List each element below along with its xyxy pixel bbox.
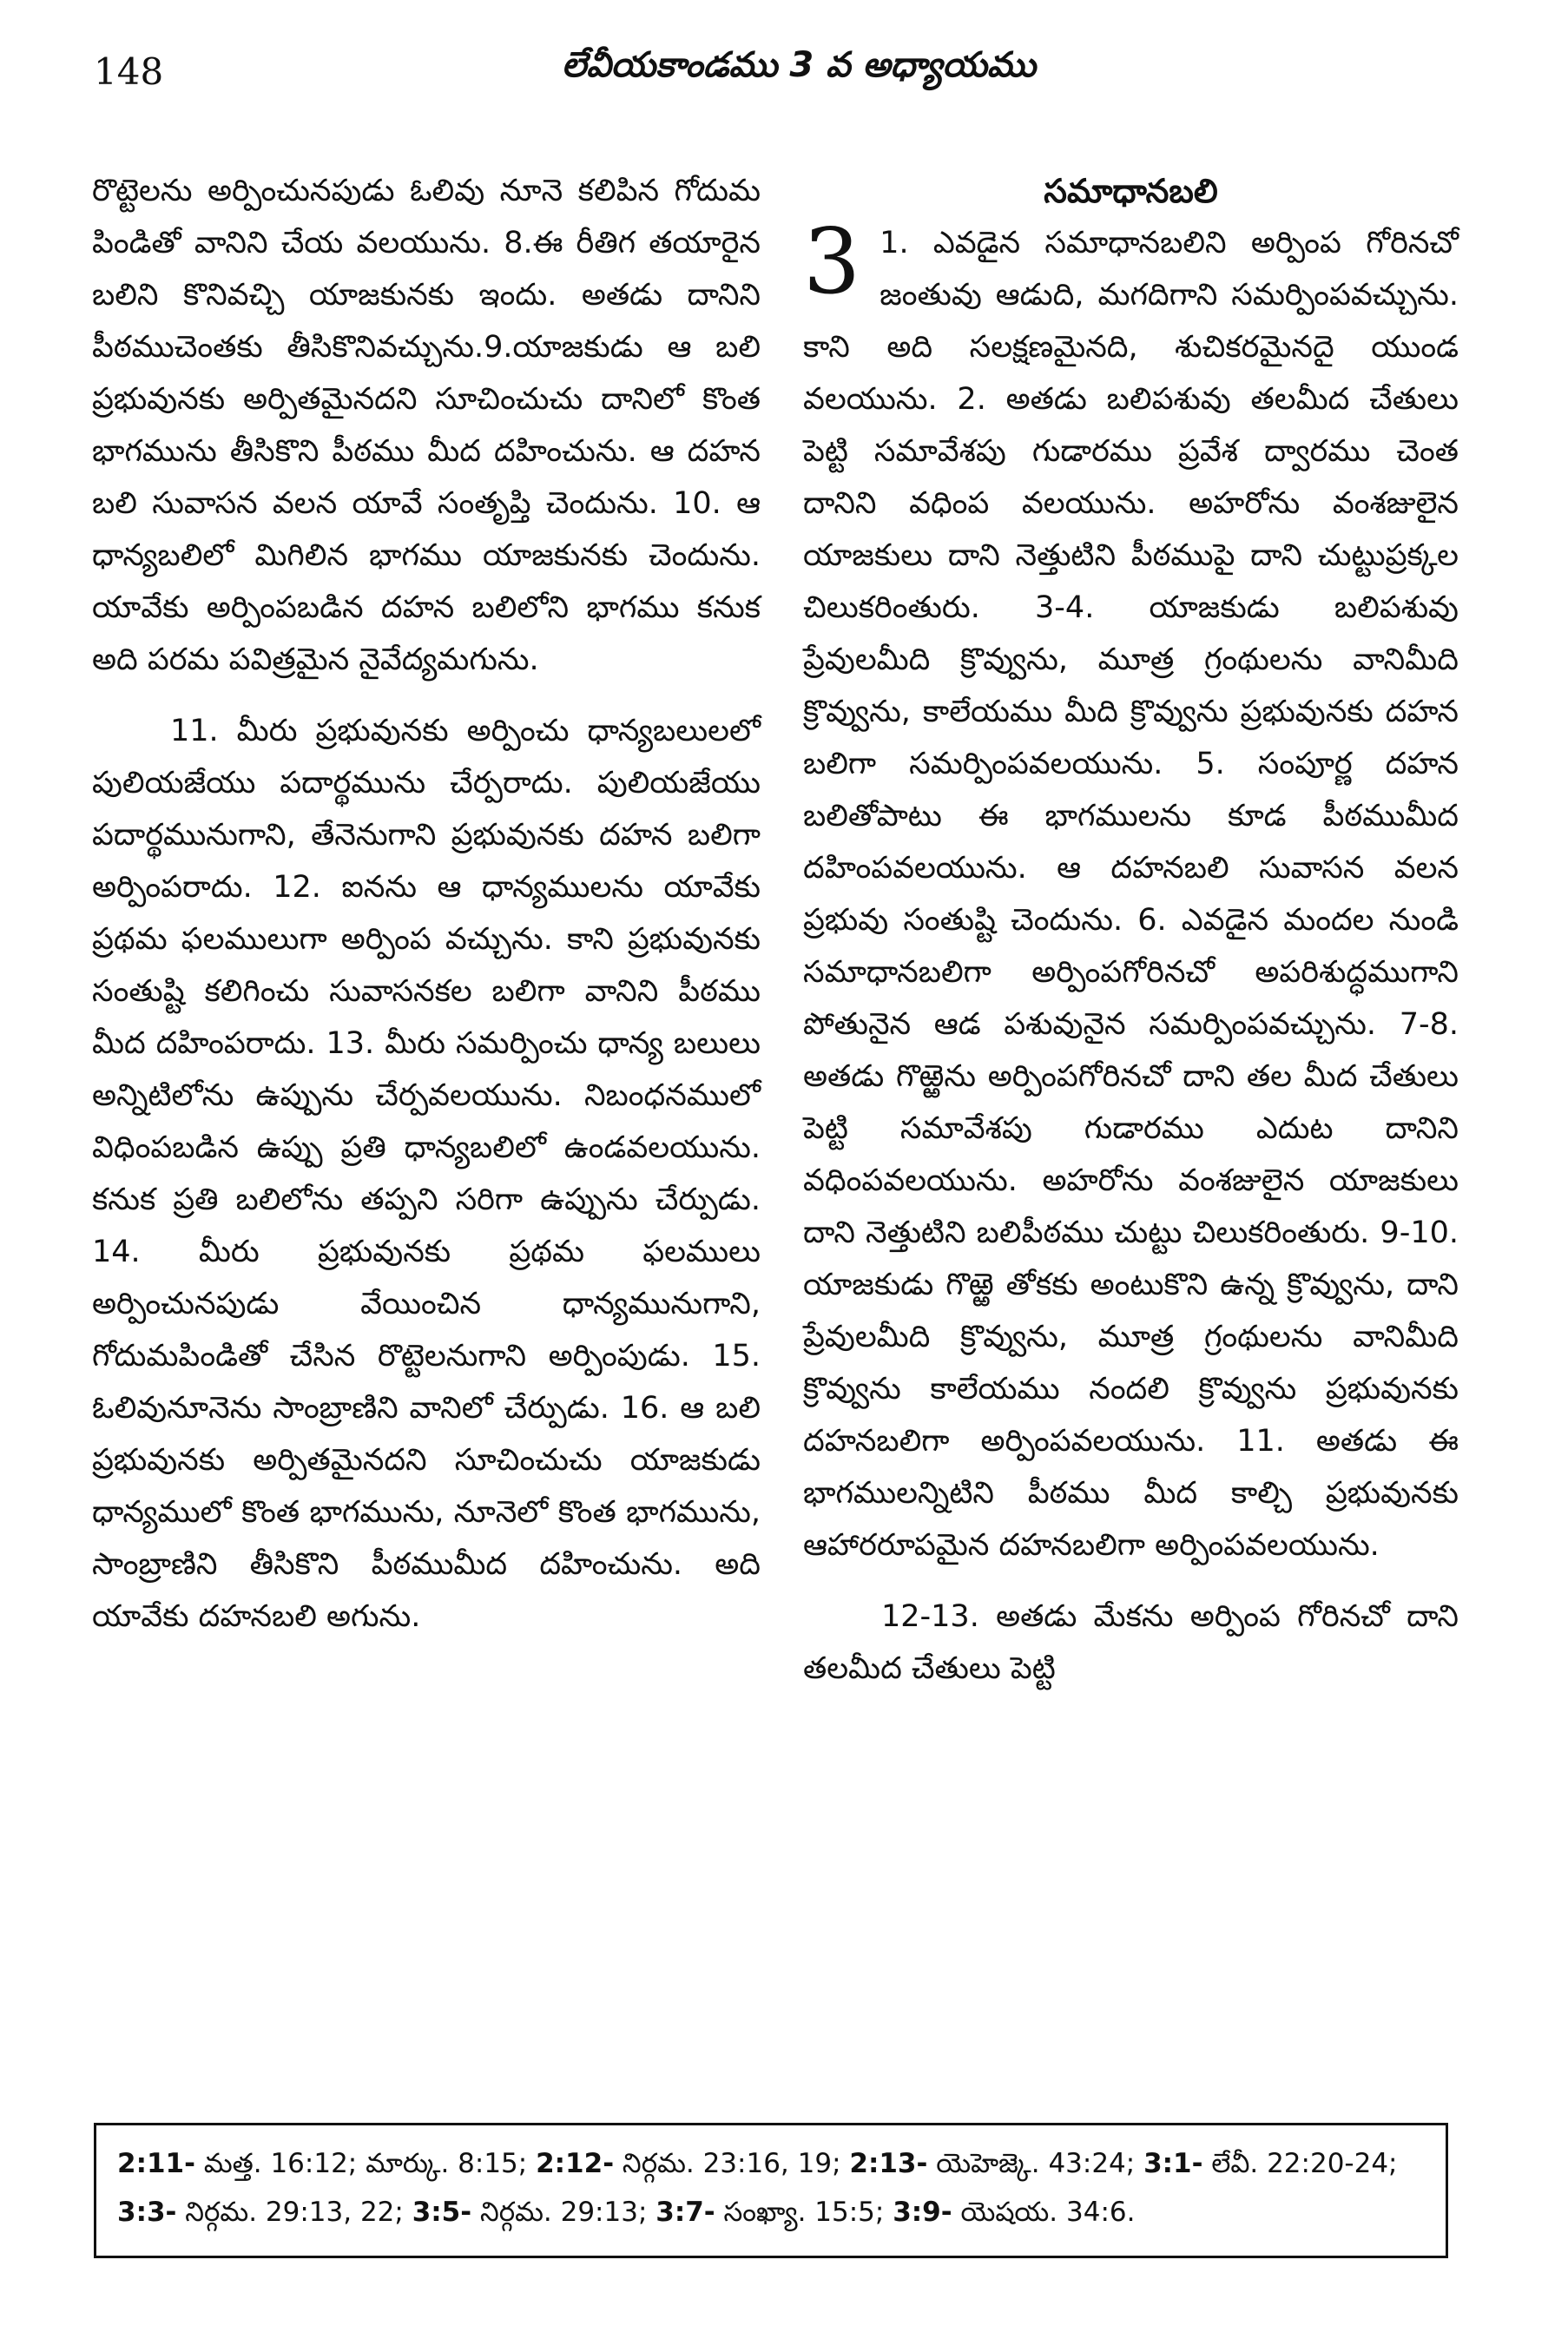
reference-text: నిర్గమ. 29:13; (471, 2197, 656, 2228)
section-heading: సమాధానబలి (1044, 172, 1218, 210)
cross-reference (1143, 2148, 1397, 2179)
page-number: 148 (94, 50, 164, 93)
reference-label: 3:1- (1143, 2148, 1203, 2179)
left-column (92, 165, 761, 1643)
reference-text: నిర్గమ. 23:16, 19; (614, 2148, 850, 2179)
reference-label: 3:5- (412, 2197, 472, 2228)
cross-reference (849, 2148, 1143, 2179)
body-paragraph: రొట్టెలను అర్పించునపుడు ఓలివు నూనె కలిపిన గోదుమ పిండితో వానిని చేయ వలయును. 8.ఈ రీతిగ తయారైన బలిని కొనివచ్చి యాజకునకు ఇందు. అతడు దానిని పీఠముచెంతకు తీసికొనివచ్చును.9.యాజకుడు ఆ బలి ప్రభువునకు అర్పితమైనదని సూచించుచు దానిలో కొంత భాగమును తీసికొని పీఠము మీద దహించును. ఆ దహన బలి సువాసన వలన యావే సంతృప్తి చెందును. 10. ఆ ధాన్యబలిలో మిగిలిన భాగము యాజకునకు చెందును. యావేకు అర్పింపబడిన దహన బలిలోని భాగము కనుక అది పరమ పవిత్రమైన నైవేద్యమగును. (92, 174, 761, 677)
chapter-number: 3 (803, 208, 861, 314)
cross-reference (536, 2148, 849, 2179)
reference-text: యెహెజ్కె. 43:24; (927, 2148, 1144, 2179)
reference-label: 2:11- (117, 2148, 195, 2179)
reference-text: లేవీ. 22:20-24; (1202, 2148, 1398, 2179)
running-title: లేవీయకాండము 3 వ అధ్యాయము (561, 45, 1037, 85)
reference-text: యెషయ. 34:6. (952, 2197, 1136, 2228)
reference-label: 3:7- (656, 2197, 715, 2228)
cross-reference (117, 2148, 536, 2179)
body-paragraph: 11. మీరు ప్రభువునకు అర్పించు ధాన్యబలులలో పులియజేయు పదార్థమును చేర్పరాదు. పులియజేయు పదార్థమునుగాని, తేనెనుగాని ప్రభువునకు దహన బలిగా అర్పింపరాదు. 12. ఐనను ఆ ధాన్యములను యావేకు ప్రథమ ఫలములుగా అర్పింప వచ్చును. కాని ప్రభువునకు సంతుష్టి కలిగించు సువాసనకల బలిగా వానిని పీఠము మీద దహింపరాదు. 13. మీరు సమర్పించు ధాన్య బలులు అన్నిటిలోను ఉప్పును చేర్పవలయును. నిబంధనములో విధింపబడిన ఉప్పు ప్రతి ధాన్యబలిలో ఉండవలయును. కనుక ప్రతి బలిలోను తప్పని సరిగా ఉప్పును చేర్పుడు. 14. మీరు ప్రభువునకు ప్రథమ ఫలములు అర్పించునపుడు వేయించిన ధాన్యమునుగాని, గోదుమపిండితో చేసిన రొట్టెలనుగాని అర్పింపుడు. 15. ఓలివునూనెను సాంబ్రాణిని వానిలో చేర్పుడు. 16. ఆ బలి ప్రభువునకు అర్పితమైనదని సూచించుచు యాజకుడు ధాన్యములో కొంత భాగమును, నూనెలో కొంత భాగమును, సాంబ్రాణిని తీసికొని పీఠముమీద దహించును. అది యావేకు దహనబలి అగును. (92, 714, 761, 1634)
cross-reference (117, 2197, 412, 2228)
reference-text: సంఖ్యా. 15:5; (715, 2197, 893, 2228)
reference-text: నిర్గమ. 29:13, 22; (176, 2197, 412, 2228)
body-paragraph: 12-13. అతడు మేకను అర్పింప గోరినచో దాని తలమీద చేతులు పెట్టి (803, 1599, 1459, 1686)
reference-label: 3:9- (893, 2197, 952, 2228)
cross-reference (656, 2197, 893, 2228)
reference-label: 3:3- (117, 2197, 177, 2228)
cross-reference (412, 2197, 656, 2228)
reference-text: మత్త. 16:12; మార్కు. 8:15; (194, 2148, 537, 2179)
cross-reference-box (94, 2123, 1448, 2258)
right-column (803, 165, 1459, 1695)
cross-reference (893, 2197, 1135, 2228)
reference-label: 2:12- (536, 2148, 615, 2179)
reference-label: 2:13- (849, 2148, 928, 2179)
body-paragraph: 1. ఎవడైన సమాధానబలిని అర్పింప గోరినచో జంతువు ఆడుది, మగదిగాని సమర్పింపవచ్చును. కాని అది సలక్షణమైనది, శుచికరమైనదై యుండ వలయును. 2. అతడు బలిపశువు తలమీద చేతులు పెట్టి సమావేశపు గుడారము ప్రవేశ ద్వారము చెంత దానిని వధింప వలయును. అహరోను వంశజులైన యాజకులు దాని నెత్తుటిని పీఠముపై దాని చుట్టుప్రక్కల చిలుకరింతురు. 3-4. యాజకుడు బలిపశువు ప్రేవులమీది క్రొవ్వును, మూత్ర గ్రంథులను వానిమీది క్రొవ్వును, కాలేయము మీది క్రొవ్వును ప్రభువునకు దహన బలిగా సమర్పింపవలయును. 5. సంపూర్ణ దహన బలితోపాటు ఈ భాగములను కూడ పీఠముమీద దహింపవలయును. ఆ దహనబలి సువాసన వలన ప్రభువు సంతుష్టి చెందును. 6. ఎవడైన మందల నుండి సమాధానబలిగా అర్పింపగోరినచో అపరిశుద్ధముగాని పోతునైన ఆడ పశువునైన సమర్పింపవచ్చును. 7-8. అతడు గొఱ్ఱెను అర్పింపగోరినచో దాని తల మీద చేతులు పెట్టి సమావేశపు గుడారము ఎదుట దానిని వధింపవలయును. అహరోను వంశజులైన యాజకులు దాని నెత్తుటిని బలిపీఠము చుట్టు చిలుకరింతురు. 9-10. యాజకుడు గొఱ్ఱె తోకకు అంటుకొని ఉన్న క్రొవ్వును, దాని ప్రేవులమీది క్రొవ్వును, మూత్ర గ్రంథులను వానిమీది క్రొవ్వును కాలేయము నందలి క్రొవ్వును ప్రభువునకు దహనబలిగా అర్పింపవలయును. 11. అతడు ఈ భాగములన్నిటిని పీఠము మీద కాల్చి ప్రభువునకు ఆహారరూపమైన దహనబలిగా అర్పింపవలయును. (803, 226, 1459, 1563)
